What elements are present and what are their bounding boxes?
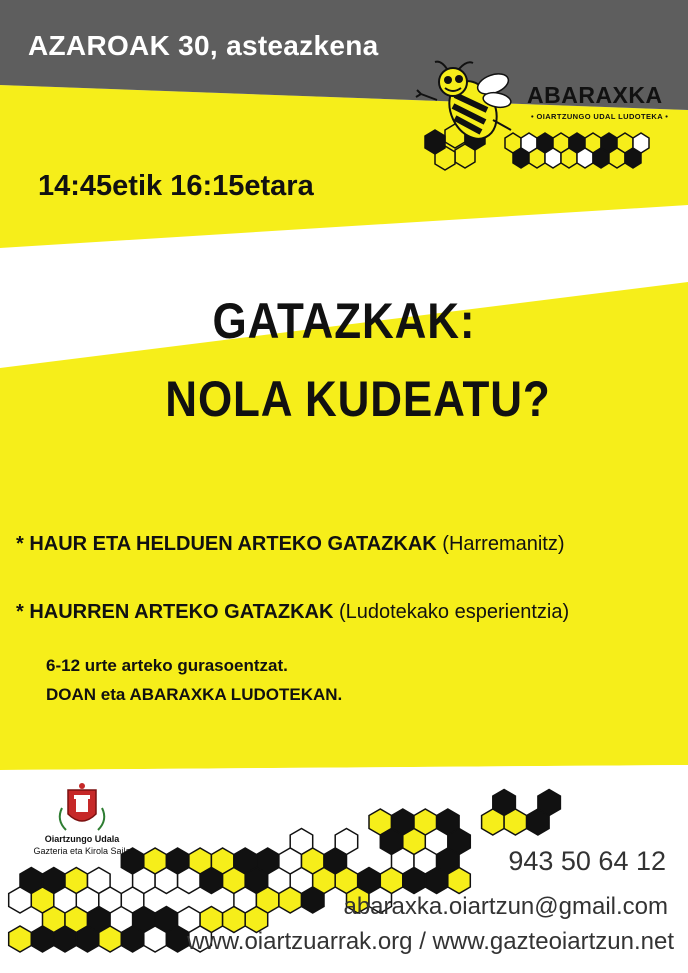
topic-extra: (Ludotekako esperientzia) <box>333 601 570 623</box>
honeycomb-cell <box>482 809 505 835</box>
phone-number: 943 50 64 12 <box>508 846 666 876</box>
website-links: www.oiartzuarrak.org / www.gazteoiartzun.net <box>187 928 674 955</box>
topic-main: HAURREN ARTEKO GATAZKAK <box>29 601 334 623</box>
honeycomb-cell <box>403 868 426 894</box>
topic-main: HAUR ETA HELDUEN ARTEKO GATAZKAK <box>29 533 437 555</box>
event-time: 14:45etik 16:15etara <box>38 170 314 202</box>
email-address: abaraxka.oiartzun@gmail.com <box>343 893 668 920</box>
honeycomb-cell <box>279 887 302 913</box>
honeycomb-cell <box>31 926 54 952</box>
topic-extra: (Harremanitz) <box>436 533 565 555</box>
event-date: AZAROAK 30, asteazkena <box>28 30 379 61</box>
council-department: Gazteria eta Kirola Saila <box>33 846 131 856</box>
honeycomb-cell <box>527 809 550 835</box>
honeycomb-cell <box>425 868 448 894</box>
bullet-marker: * <box>16 533 30 555</box>
topic-item <box>16 601 569 624</box>
council-name: Oiartzungo Udala <box>44 834 120 844</box>
title-line-2: NOLA KUDEATU? <box>165 371 551 427</box>
coat-of-arms-icon <box>22 780 142 834</box>
honeycomb-cell <box>178 868 201 894</box>
honeycomb-cell <box>9 887 32 913</box>
abaraxka-logo <box>415 60 677 178</box>
audience-text: 6-12 urte arteko gurasoentzat. <box>46 656 288 675</box>
logo-name: ABARAXKA <box>527 82 663 108</box>
council-seal <box>22 780 142 870</box>
honeycomb-cell <box>54 926 77 952</box>
honeycomb-cell <box>448 868 471 894</box>
honeycomb-cell <box>155 868 178 894</box>
honeycomb-cell <box>504 809 526 835</box>
bullet-marker: * <box>16 601 30 623</box>
logo-subtitle: • OIARTZUNGO UDAL LUDOTEKA • <box>531 112 669 121</box>
honeycomb-cell <box>76 926 99 952</box>
honeycomb-cell <box>302 887 325 913</box>
honeycomb-cell <box>144 926 167 952</box>
honeycomb-cell <box>121 926 144 952</box>
honeycomb-cell <box>166 926 189 952</box>
title-line-1: GATAZKAK: <box>212 293 476 349</box>
venue-text: DOAN eta ABARAXKA LUDOTEKAN. <box>46 685 343 704</box>
topic-item <box>16 533 565 556</box>
honeycomb-cell <box>9 926 32 952</box>
honeycomb-cell <box>99 926 122 952</box>
honeycomb-cell <box>200 868 223 894</box>
